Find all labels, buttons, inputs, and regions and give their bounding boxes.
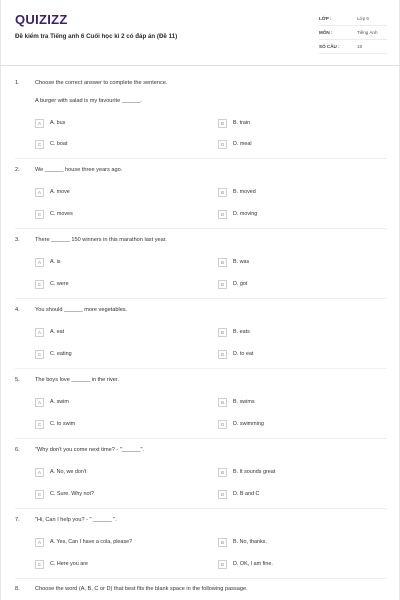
option-letter-box: D [218,420,227,429]
option-text: A. No, we don't [50,469,87,475]
question-text: There ______ 150 winners in this marathon last year. [35,237,167,243]
option-c[interactable] [35,419,75,429]
option-d[interactable] [218,139,252,149]
divider [15,228,387,229]
meta-info [319,12,387,54]
option-text: C. eating [50,351,72,357]
option-c[interactable] [35,349,72,359]
option-letter-box: A [35,119,44,128]
question-text: "Why don't you come next time? - "______". [35,447,145,453]
meta-value: Tiếng Anh [357,30,378,35]
option-b[interactable] [218,257,249,267]
question-number: 8. [15,586,20,592]
divider [15,578,387,579]
option-a[interactable] [35,118,65,128]
option-letter-box: C [35,350,44,359]
option-letter-box: A [35,258,44,267]
option-letter-box: B [218,398,227,407]
option-text: B. train [233,120,251,126]
question-text: Choose the word (A, B, C or D) that best fits the blank space in the following passage. [35,586,248,592]
meta-row-count [319,40,387,54]
question-text: "Hi, Can I help you? - " ______ ". [35,517,117,523]
option-c[interactable] [35,279,69,289]
option-c[interactable] [35,139,67,149]
option-letter-box: C [35,280,44,289]
option-letter-box: B [218,258,227,267]
option-b[interactable] [218,537,267,547]
meta-label: MÔN : [319,30,333,35]
option-letter-box: D [218,140,227,149]
option-text: B. No, thanks. [233,539,267,545]
option-text: A. move [50,189,70,195]
question-number: 7. [15,517,20,523]
option-letter-box: C [35,420,44,429]
option-text: A. bus [50,120,66,126]
option-letter-box: C [35,210,44,219]
option-text: C. Here you are [50,561,89,567]
question-number: 3. [15,237,20,243]
question-number: 1. [15,80,20,86]
option-a[interactable] [35,467,86,477]
option-letter-box: A [35,538,44,547]
header [1,0,399,66]
option-letter-box: D [218,280,227,289]
option-letter-box: C [35,490,44,499]
option-letter-box: B [218,538,227,547]
option-letter-box: B [218,188,227,197]
meta-label: LỚP : [319,16,332,21]
option-letter-box: D [218,350,227,359]
option-letter-box: A [35,468,44,477]
question-text: The boys love ______ in the river. [35,377,119,383]
option-text: C. boat [50,141,68,147]
option-b[interactable] [218,187,256,197]
option-text: C. to swim [50,421,76,427]
question-number: 4. [15,307,20,313]
question-number: 2. [15,167,20,173]
option-text: D. meal [233,141,252,147]
option-a[interactable] [35,257,60,267]
option-text: B. moved [233,189,256,195]
divider [15,298,387,299]
option-text: B. It sounds great [233,469,276,475]
option-c[interactable] [35,489,94,499]
option-a[interactable] [35,327,64,337]
option-letter-box: C [35,140,44,149]
option-a[interactable] [35,187,70,197]
divider [15,368,387,369]
option-a[interactable] [35,397,69,407]
option-d[interactable] [218,419,264,429]
option-letter-box: D [218,490,227,499]
meta-row-subject [319,26,387,40]
option-letter-box: B [218,468,227,477]
option-d[interactable] [218,489,259,499]
meta-row-class [319,12,387,26]
page-title: Đề kiểm tra Tiếng anh 6 Cuối học kì 2 có đáp án (Đề 11) [15,33,178,40]
option-text: D. moving [233,211,258,217]
option-letter-box: D [218,560,227,569]
option-text: B. eats [233,329,250,335]
option-text: A. is [50,259,61,265]
meta-value: Lớp 6 [357,16,369,21]
option-text: D. got [233,281,248,287]
option-letter-box: A [35,188,44,197]
option-d[interactable] [218,349,253,359]
option-text: D. OK, I am fine. [233,561,273,567]
option-text: A. swim [50,399,69,405]
question-number: 5. [15,377,20,383]
option-text: D. to eat [233,351,254,357]
question-sentence: A burger with salad is my favourite ______. [35,98,142,104]
option-text: B. swims [233,399,255,405]
meta-value: 15 [357,44,363,49]
option-c[interactable] [35,559,88,569]
option-text: A. eat [50,329,65,335]
option-letter-box: D [218,210,227,219]
option-text: A. Yes, Can I have a cola, please? [50,539,133,545]
option-b[interactable] [218,327,250,337]
option-b[interactable] [218,118,250,128]
option-d[interactable] [218,559,273,569]
option-d[interactable] [218,279,247,289]
question-text: We ______ house three years ago. [35,167,123,173]
option-text: B. was [233,259,250,265]
option-letter-box: A [35,398,44,407]
divider [15,158,387,159]
option-letter-box: B [218,119,227,128]
option-letter-box: A [35,328,44,337]
option-c[interactable] [35,209,73,219]
question-number: 6. [15,447,20,453]
option-text: D. swimming [233,421,264,427]
option-text: D. B and C [233,491,260,497]
meta-label: SỐ CÂU : [319,44,340,49]
option-text: C. were [50,281,69,287]
option-text: C. Sure. Why not? [50,491,95,497]
divider [15,438,387,439]
question-text: Choose the correct answer to complete the sentence. [35,80,168,86]
divider [15,508,387,509]
option-letter-box: B [218,328,227,337]
option-d[interactable] [218,209,257,219]
quizizz-logo[interactable]: QUIZIZZ [15,12,68,27]
option-letter-box: C [35,560,44,569]
option-b[interactable] [218,467,275,477]
option-a[interactable] [35,537,132,547]
option-b[interactable] [218,397,255,407]
option-text: C. moves [50,211,73,217]
question-text: You should ______ more vegetables. [35,307,128,313]
